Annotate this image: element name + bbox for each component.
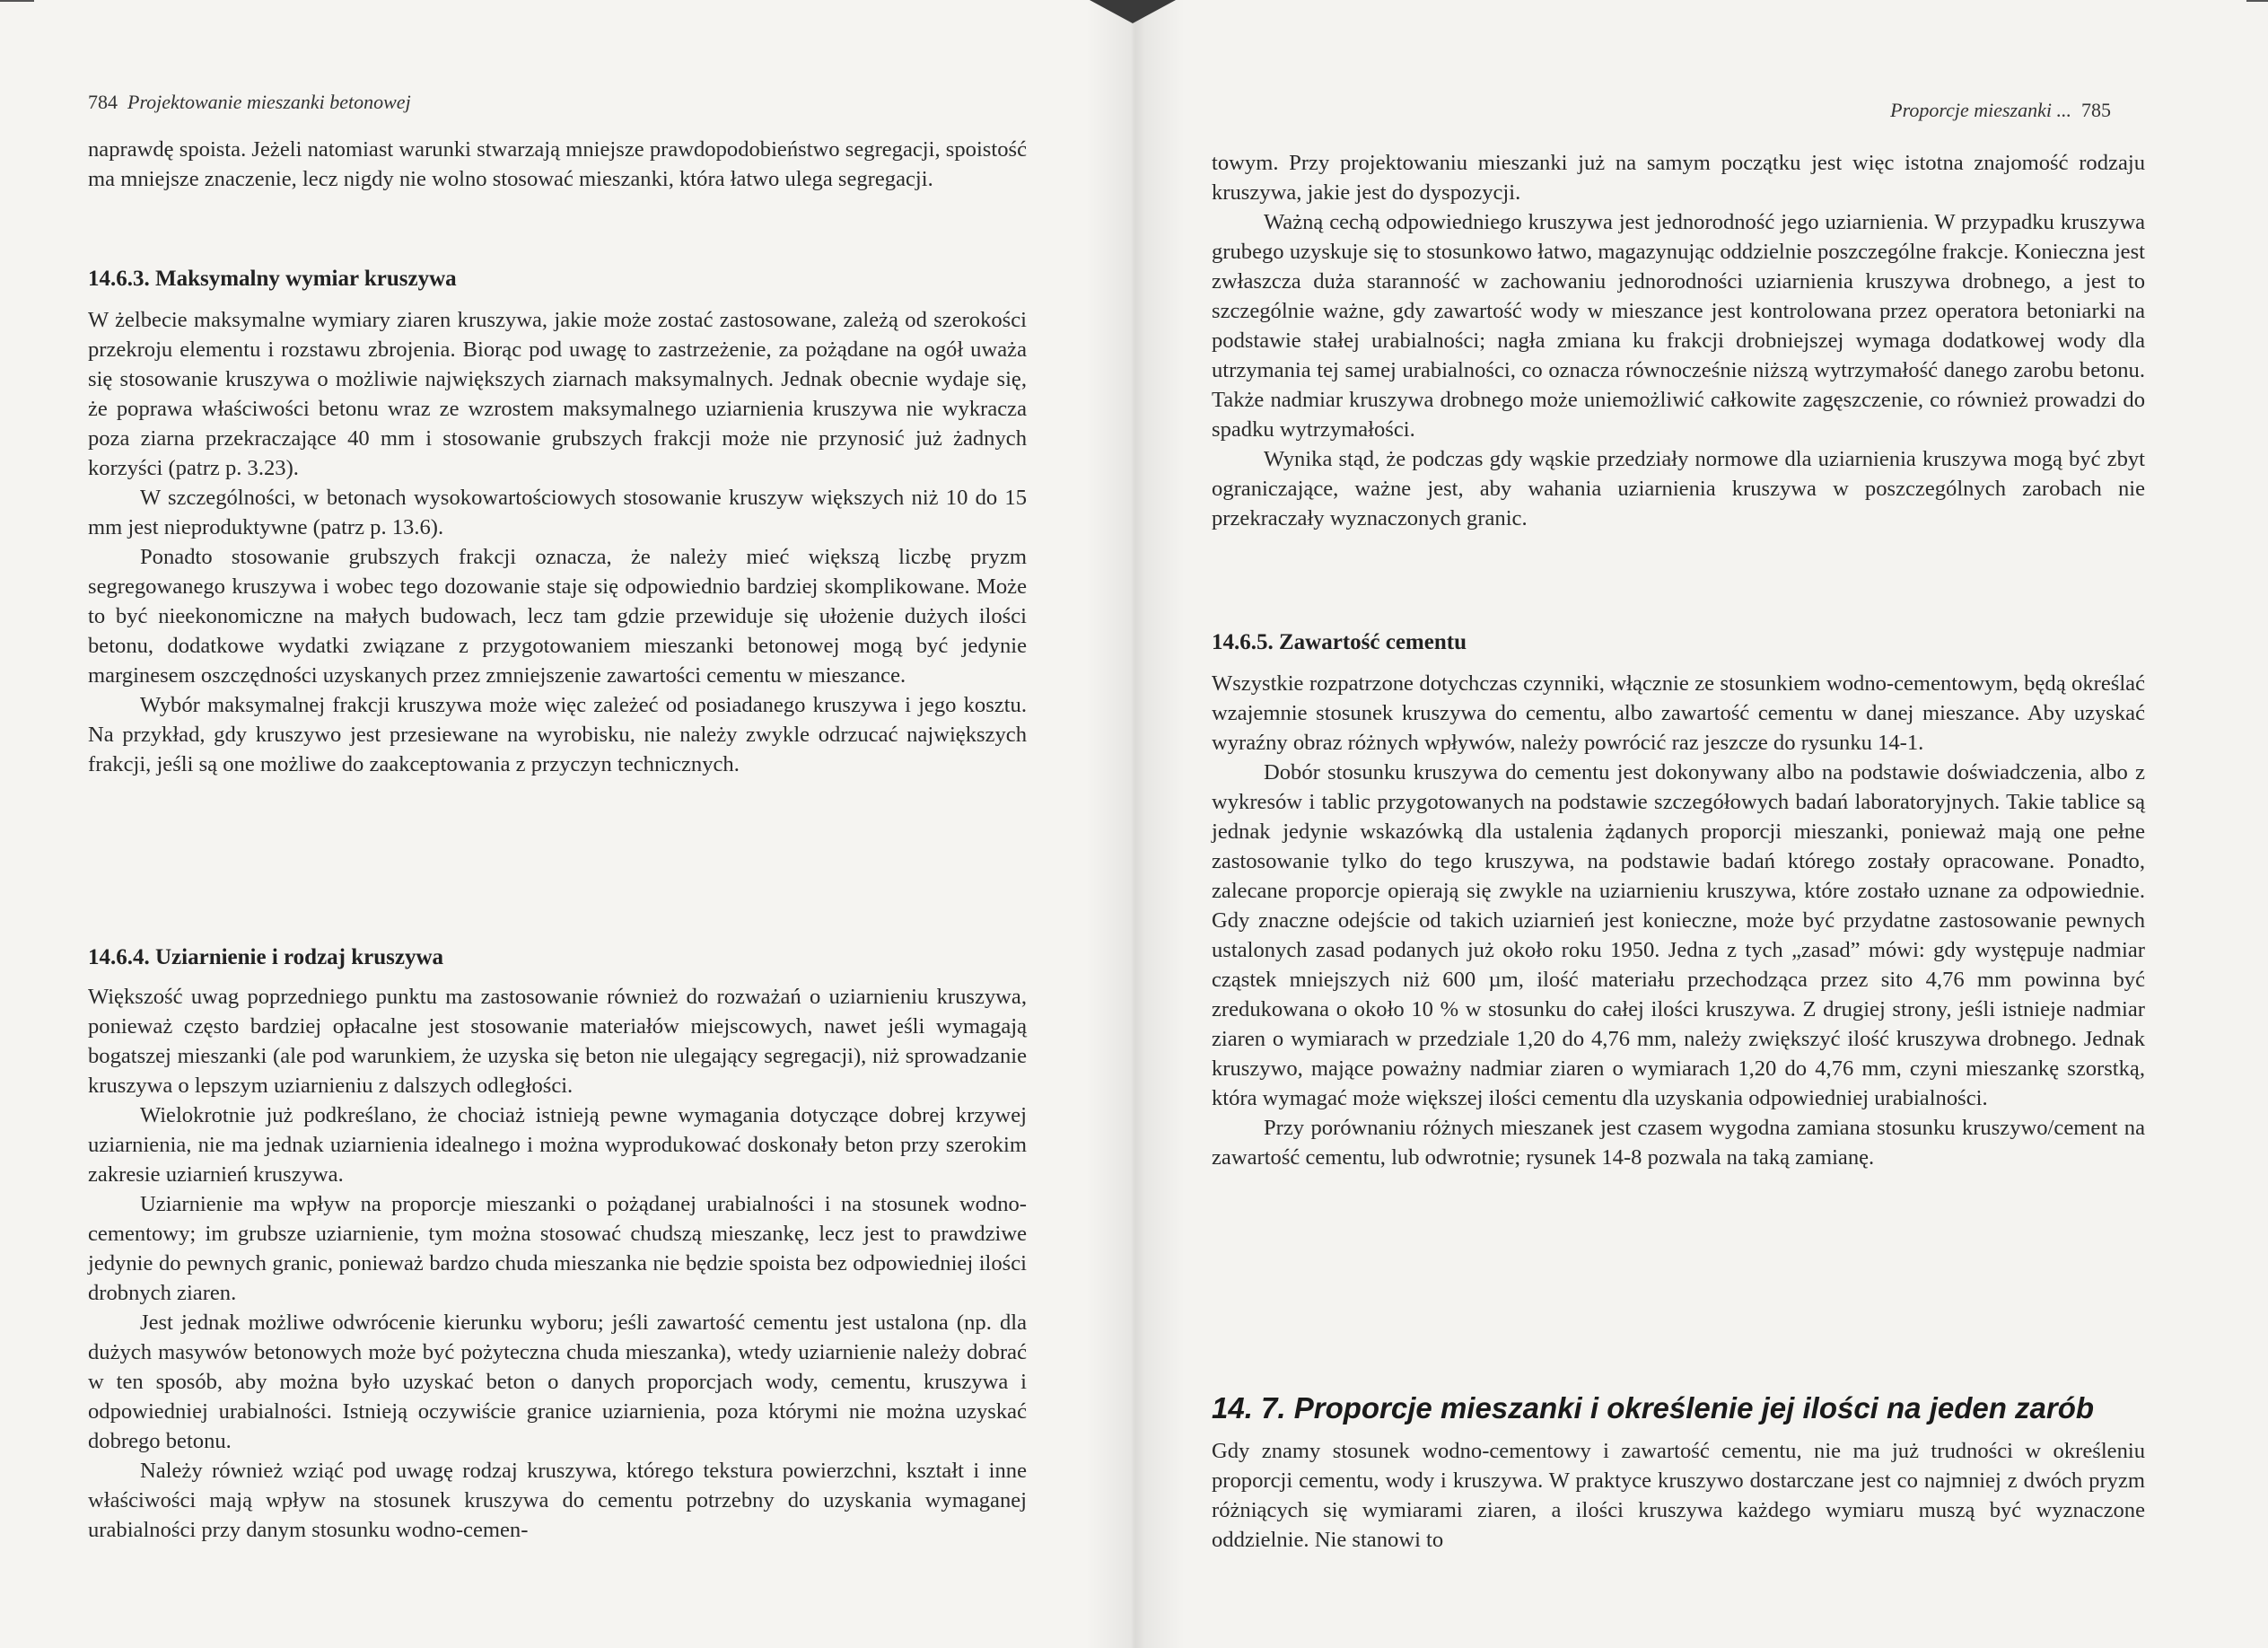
paragraph: towym. Przy projektowaniu mieszanki już na samym początku jest więc istotna znajomość rodzaju kruszywa, jakie jest do dyspozycji. xyxy=(1212,151,2145,205)
section-heading-14-7: 14. 7. Proporcje mieszanki i określenie jej ilości na jeden zarób xyxy=(1212,1391,2095,1424)
paragraph: W szczególności, w betonach wysokowartościowych stosowanie kruszyw większych niż 10 do 15 mm jest nieproduktywne (patrz p. 13.6). xyxy=(88,486,1027,539)
right-running-head xyxy=(1890,99,2111,122)
gutter-notch xyxy=(1090,0,1176,23)
right-page-number: 785 xyxy=(2081,99,2111,121)
right-section2-body xyxy=(1212,1436,2145,1555)
paragraph: Ważną cechą odpowiedniego kruszywa jest jednorodność jego uziarnienia. W przypadku kruszywa grubego uzyskuje się to stosunkowo łatwo, magazynując oddzielnie poszczególne frakcje. Konieczna jest zwłaszcza duża staranność w zachowaniu jednorodności uziarnienia kruszywa drobnego, a jest to szczególnie ważne, gdy zawartość wody w mieszance jest kontrolowana przez operatora betoniarki na podstawie stałej urabialności; nagła zmiana ku frakcji drobniejszej wymaga dodatkowej wody dla utrzymania tej samej urabialności, co oznacza równocześnie niższą wytrzymałość danego zarobu betonu. Także nadmiar kruszywa drobnego może uniemożliwić całkowite zagęszczenie, co również prowadzi do spadku wytrzymałości. xyxy=(1212,210,2145,442)
book-gutter xyxy=(1086,0,1185,1648)
right-intro xyxy=(1212,148,2145,533)
left-page-number: 784 xyxy=(88,91,118,113)
left-section1-body xyxy=(88,305,1027,779)
paragraph: Jest jednak możliwe odwrócenie kierunku wyboru; jeśli zawartość cementu jest ustalona (np. dla dużych masywów betonowych może być pożyteczna chuda mieszanka), wtedy uziarnienie należy dobrać w ten sposób, aby można było uzyskać beton o danych proporcjach wody, cementu, kruszywa i odpowiedniej urabialności. Istnieją oczywiście granice uziarnienia, poza którymi nie można uzyskać dobrego betonu. xyxy=(88,1311,1027,1453)
paragraph: Wielokrotnie już podkreślano, że chociaż istnieją pewne wymagania dotyczące dobrej krzywej uziarnienia, nie ma jednak uziarnienia idealnego i można wyprodukować doskonały beton przy szerokim zakresie uziarnień kruszywa. xyxy=(88,1103,1027,1187)
paragraph: Wszystkie rozpatrzone dotychczas czynniki, włącznie ze stosunkiem wodno-cementowym, będą określać wzajemnie stosunek kruszywa do cementu, albo zawartość cementu w danej mieszance. Aby uzyskać wyraźny obraz różnych wpływów, należy powrócić raz jeszcze do rysunku 14-1. xyxy=(1212,671,2145,755)
scan-edge-left xyxy=(0,0,34,2)
paragraph: naprawdę spoista. Jeżeli natomiast warunki stwarzają mniejsze prawdopodobieństwo segregacji, spoistość ma mniejsze znaczenie, lecz nigdy nie wolno stosować mieszanki, która łatwo ulega segregacji. xyxy=(88,137,1027,191)
paragraph: Przy porównaniu różnych mieszanek jest czasem wygodna zamiana stosunku kruszywo/cement na zawartość cementu, lub odwrotnie; rysunek 14-8 pozwala na taką zamianę. xyxy=(1212,1116,2145,1170)
left-intro xyxy=(88,135,1027,194)
paragraph: W żelbecie maksymalne wymiary ziaren kruszywa, jakie może zostać zastosowane, zależą od szerokości przekroju elementu i rozstawu zbrojenia. Biorąc pod uwagę to zastrzeżenie, za pożądane na ogół uważa się stosowanie kruszywa o możliwie największych ziarnach maksymalnych. Jednak obecnie wydaje się, że poprawa właściwości betonu wraz ze wzrostem maksymalnego uziarnienia kruszywa nie wykracza poza ziarna przekraczające 40 mm i stosowanie grubszych frakcji może nie przynosić już żadnych korzyści (patrz p. 3.23). xyxy=(88,308,1027,480)
paragraph: Należy również wziąć pod uwagę rodzaj kruszywa, którego tekstura powierzchni, kształt i inne właściwości mają wpływ na stosunek kruszywa do cementu potrzebny do uzyskania wymaganej urabialności przy danym stosunku wodno-cemen- xyxy=(88,1459,1027,1542)
left-section2-body xyxy=(88,982,1027,1545)
paragraph: Wybór maksymalnej frakcji kruszywa może więc zależeć od posiadanego kruszywa i jego kosztu. Na przykład, gdy kruszywo jest przesiewane na wyrobisku, nie należy zwykle odrzucać największych frakcji, jeśli są one możliwe do zaakceptowania z przyczyn technicznych. xyxy=(88,693,1027,776)
scan-edge-right xyxy=(2246,0,2268,2)
right-section1-body xyxy=(1212,669,2145,1172)
left-running-head xyxy=(88,91,411,114)
paragraph: Dobór stosunku kruszywa do cementu jest dokonywany albo na podstawie doświadczenia, albo z wykresów i tablic przygotowanych na podstawie szczegółowych badań laboratoryjnych. Takie tablice są jednak jedynie wskazówką dla ustalenia żądanych proporcji mieszanki, ponieważ mają one pełne zastosowanie tylko do tego kruszywa, na podstawie badań którego zostały opracowane. Ponadto, zalecane proporcje opierają się zwykle na uziarnieniu kruszywa, które zostało uznane za odpowiednie. Gdy znaczne odejście od takich uziarnień jest konieczne, może być przydatne zastosowanie pewnych ustalonych zasad podanych już około roku 1950. Jedna z tych „zasad” mówi: gdy występuje nadmiar cząstek mniejszych niż 600 µm, ilość materiału przechodząca przez sito 4,76 mm powinna być zredukowana o około 10 % w stosunku do całej ilości kruszywa. Z drugiej strony, jeśli istnieje nadmiar ziaren o wymiarach w przedziale 1,20 do 4,76 mm, należy zwiększyć ilość kruszywa drobnego. Jednak kruszywo, mające poważny nadmiar ziaren o wymiarach 1,20 do 4,76 mm, czyni mieszankę szorstką, która wymagać może większej ilości cementu dla uzyskania odpowiedniej urabialności. xyxy=(1212,760,2145,1110)
paragraph: Uziarnienie ma wpływ na proporcje mieszanki o pożądanej urabialności i na stosunek wodno-cementowy; im grubsze uziarnienie, tym można stosować chudszą mieszankę, lecz jest to prawdziwe jedynie do pewnych granic, ponieważ bardzo chuda mieszanka nie będzie spoista bez odpowiedniej ilości drobnych ziaren. xyxy=(88,1192,1027,1305)
right-running-title: Proporcje mieszanki ... xyxy=(1890,99,2071,121)
section-heading-14-6-4: 14.6.4. Uziarnienie i rodzaj kruszywa xyxy=(88,945,444,969)
left-running-title: Projektowanie mieszanki betonowej xyxy=(127,91,411,113)
section-heading-14-6-5: 14.6.5. Zawartość cementu xyxy=(1212,630,1467,654)
section-heading-14-6-3: 14.6.3. Maksymalny wymiar kruszywa xyxy=(88,267,457,291)
paragraph: Gdy znamy stosunek wodno-cementowy i zawartość cementu, nie ma już trudności w określeniu proporcji cementu, wody i kruszywa. W praktyce kruszywo dostarczane jest co najmniej z dwóch pryzm różniących się wymiarami ziaren, a ilości kruszywa każdego wymiaru muszą być wyznaczone oddzielnie. Nie stanowi to xyxy=(1212,1439,2145,1552)
paragraph: Ponadto stosowanie grubszych frakcji oznacza, że należy mieć większą liczbę pryzm segregowanego kruszywa i wobec tego dozowanie staje się odpowiednio bardziej skomplikowane. Może to być nieekonomiczne na małych budowach, lecz tam gdzie przewiduje się ułożenie dużych ilości betonu, dodatkowe wydatki związane z przygotowaniem mieszanki betonowej mogą być jedynie marginesem oszczędności uzyskanych przez zmniejszenie zawartości cementu w mieszance. xyxy=(88,545,1027,688)
paragraph: Większość uwag poprzedniego punktu ma zastosowanie również do rozważań o uziarnieniu kruszywa, ponieważ często bardziej opłacalne jest stosowanie materiałów miejscowych, nawet jeśli wymagają bogatszej mieszanki (ale pod warunkiem, że uzyska się beton nie ulegający segregacji), niż sprowadzanie kruszywa o lepszym uziarnieniu z dalszych odległości. xyxy=(88,985,1027,1098)
paragraph: Wynika stąd, że podczas gdy wąskie przedziały normowe dla uziarnienia kruszywa mogą być zbyt ograniczające, ważne jest, aby wahania uziarnienia kruszywa w poszczególnych zarobach nie przekraczały wyznaczonych granic. xyxy=(1212,447,2145,530)
